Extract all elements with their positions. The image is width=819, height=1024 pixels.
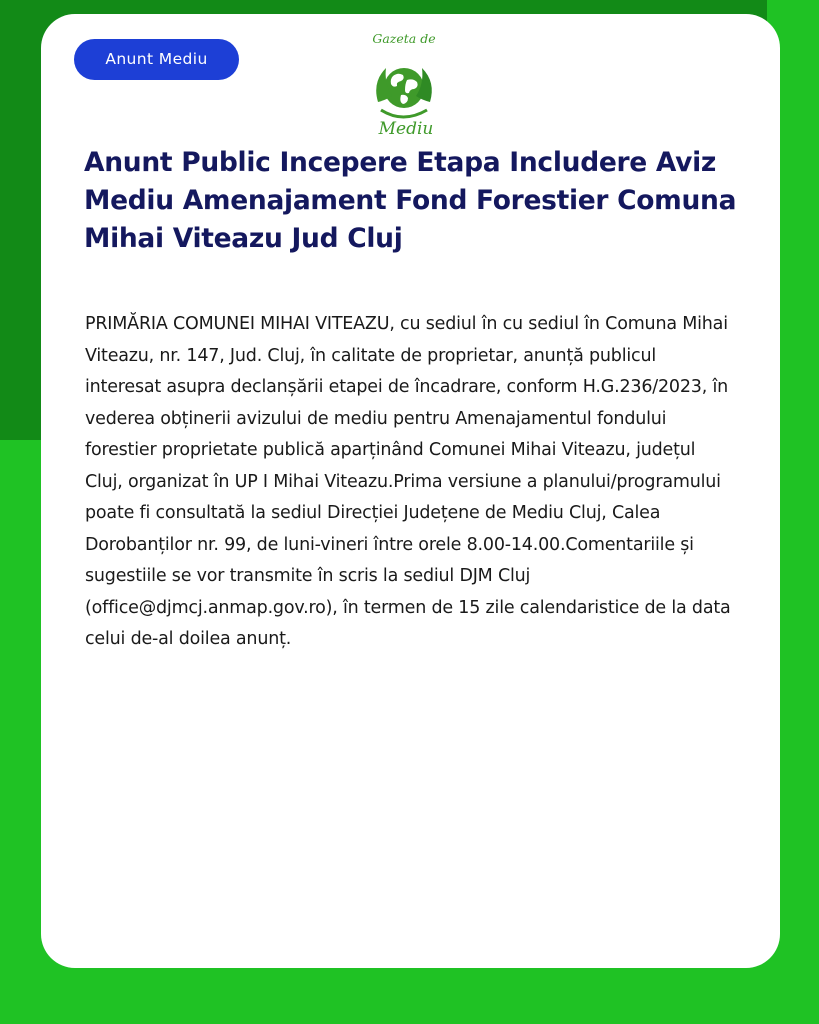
logo-text-top: Gazeta de <box>372 31 436 46</box>
gazeta-de-mediu-logo <box>357 30 451 142</box>
page-title: Anunt Public Incepere Etapa Includere Aviz Mediu Amenajament Fond Forestier Comuna Mihai Viteazu Jud Cluj <box>84 147 737 254</box>
globe-icon <box>384 68 424 108</box>
logo-text-bottom: Mediu <box>378 119 434 139</box>
announcement-card <box>41 14 780 968</box>
category-badge[interactable]: Anunt Mediu <box>74 39 239 80</box>
announcement-body: PRIMĂRIA COMUNEI MIHAI VITEAZU, cu sediul în cu sediul în Comuna Mihai Viteazu, nr. 147, Jud. Cluj, în calitate de proprietar, anunță publicul interesat asupra declanșării etapei de încadrare, conform H.G.236/2023, în vederea obținerii avizului de mediu pentru Amenajamentul fondului forestier proprietate publică aparținând Comunei Mihai Viteazu, județul Cluj, organizat în UP I Mihai Viteazu.Prima versiune a planului/programului poate fi consultată la sediul Direcției Județene de Mediu Cluj, Calea Dorobanților nr. 99, de luni-vineri între orele 8.00-14.00.Comentariile și sugestiile se vor transmite în scris la sediul DJM Cluj (office@djmcj.anmap.gov.ro), în termen de 15 zile calendaristice de la data celui de-al doilea anunț. <box>85 314 731 649</box>
